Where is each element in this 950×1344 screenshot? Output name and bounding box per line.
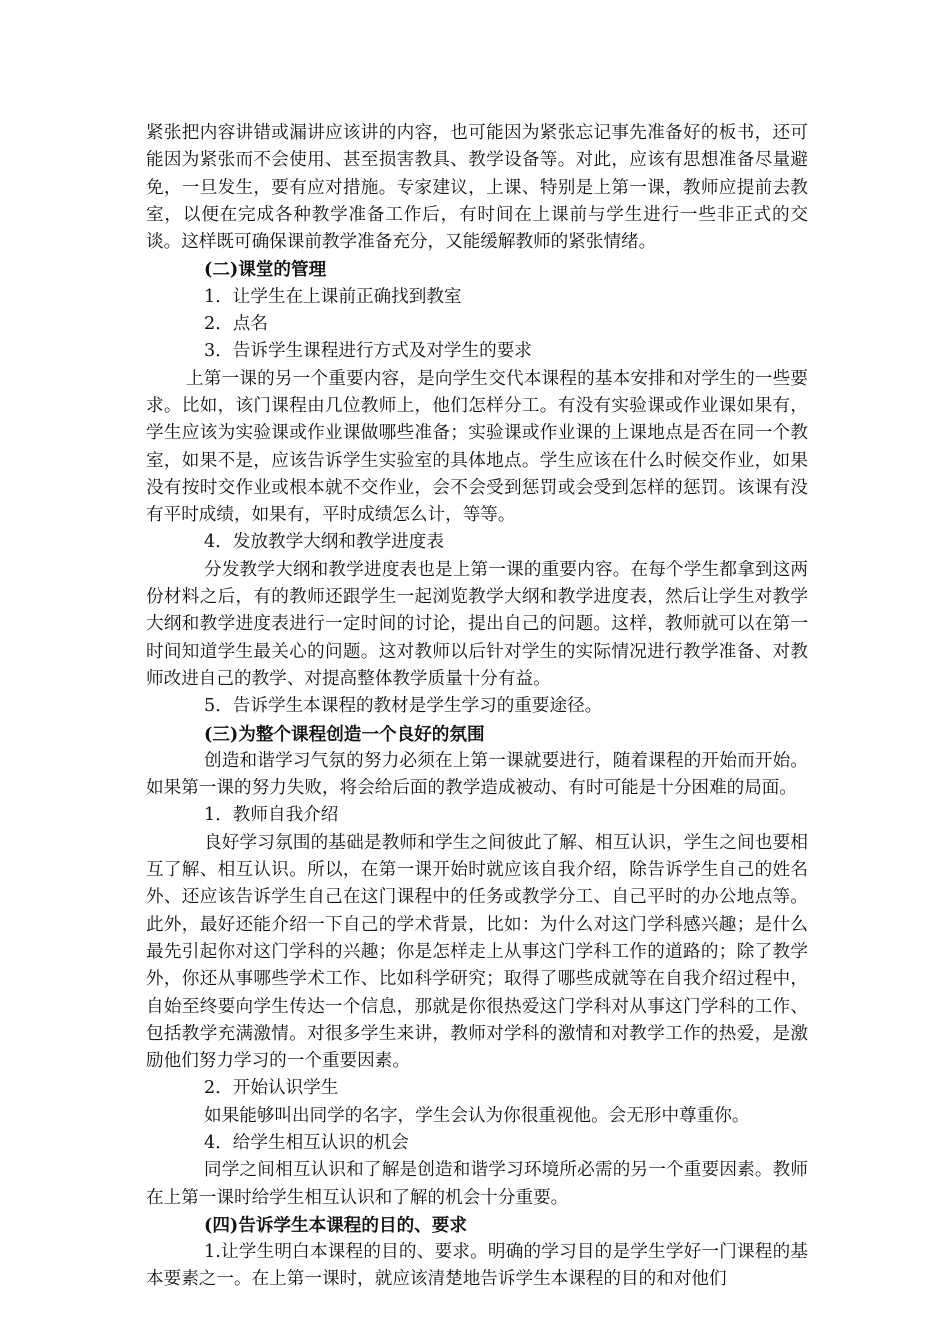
paragraph-3: 创造和谐学习气氛的努力必须在上第一课就要进行，随着课程的开始而开始。如果第一课的努力失败，将会给后面的教学造成被动、有时可能是十分困难的局面。: [146, 750, 808, 799]
paragraph-2-4: 分发教学大纲和教学进度表也是上第一课的重要内容。在每个学生都拿到这两份材料之后，有的教师还跟学生一起浏览教学大纲和教学进度表，然后让学生对教学大纲和教学进度表进行一定时间的讨论，提出自己的问题。这样，教师就可以在第一时间知道学生最关心的问题。这对教师以后针对学生的实际情况进行教学准备、对教师改进自己的教学、对提高整体教学质量十分有益。: [146, 559, 808, 689]
paragraph-4-1: 1.让学生明白本课程的目的、要求。明确的学习目的是学生学好一门课程的基本要素之一。在上第一课时，就应该清楚地告诉学生本课程的目的和对他们: [146, 1242, 808, 1290]
list-item-2-4: 4．发放教学大纲和教学进度表: [204, 532, 444, 553]
list-item-2-3: 3．告诉学生课程进行方式及对学生的要求: [204, 341, 532, 362]
section-heading-2: (二)课堂的管理: [204, 259, 327, 281]
list-item-3-2: 2．开始认识学生: [204, 1078, 339, 1099]
document-body: [146, 120, 808, 1294]
paragraph-2-3: 上第一课的另一个重要内容，是向学生交代本课程的基本安排和对学生的一些要求。比如，该门课程由几位教师上，他们怎样分工。有没有实验课或作业课如果有，学生应该为实验课或作业课做哪些准备；实验课或作业课的上课地点是否在同一个教室，如果不是，应该告诉学生实验室的具体地点。学生应该在什么时候交作业，如果没有按时交作业或根本就不交作业，会不会受到惩罚或会受到怎样的惩罚。该课有没有平时成绩，如果有，平时成绩怎么计，等等。: [146, 368, 808, 526]
list-item-3-1: 1．教师自我介绍: [204, 805, 339, 826]
paragraph-3-1: 良好学习氛围的基础是教师和学生之间彼此了解、相互认识，学生之间也要相互了解、相互认识。所以，在第一课开始时就应该自我介绍，除告诉学生自己的姓名外、还应该告诉学生自己在这门课程中的任务或教学分工、自己平时的办公地点等。此外，最好还能介绍一下自己的学术背景，比如：为什么对这门学科感兴趣；是什么最先引起你对这门学科的兴趣；你是怎样走上从事这门学科工作的道路的；除了教学外，你还从事哪些学术工作、比如科学研究；取得了哪些成就等在自我介绍过程中，自始至终要向学生传达一个信息，那就是你很热爱这门学科对从事这门学科的工作、包括教学充满激情。对很多学生来讲，教师对学科的激情和对教学工作的热爱，是激励他们努力学习的一个重要因素。: [146, 832, 808, 1072]
paragraph-intro: 紧张把内容讲错或漏讲应该讲的内容，也可能因为紧张忘记事先准备好的板书，还可能因为紧张而不会使用、甚至损害教具、教学设备等。对此，应该有思想准备尽量避免，一旦发生，要有应对措施。专家建议，上课、特别是上第一课，教师应提前去教室，以便在完成各种教学准备工作后，有时间在上课前与学生进行一些非正式的交谈。这样既可确保课前教学准备充分，又能缓解教师的紧张情绪。: [146, 123, 808, 253]
list-item-2-2: 2．点名: [204, 314, 268, 335]
section-heading-3: (三)为整个课程创造一个良好的氛围: [204, 723, 485, 745]
paragraph-3-2: 如果能够叫出同学的名字，学生会认为你很重视他。会无形中尊重你。: [204, 1105, 750, 1126]
list-item-3-4: 4．给学生相互认识的机会: [204, 1132, 409, 1153]
list-item-2-5: 5．告诉学生本课程的教材是学生学习的重要途径。: [204, 696, 603, 717]
list-item-2-1: 1．让学生在上课前正确找到教室: [204, 286, 462, 307]
section-heading-4: (四)告诉学生本课程的目的、要求: [204, 1214, 467, 1236]
paragraph-3-4: 同学之间相互认识和了解是创造和谐学习环境所必需的另一个重要因素。教师在上第一课时给学生相互认识和了解的机会十分重要。: [146, 1160, 808, 1208]
